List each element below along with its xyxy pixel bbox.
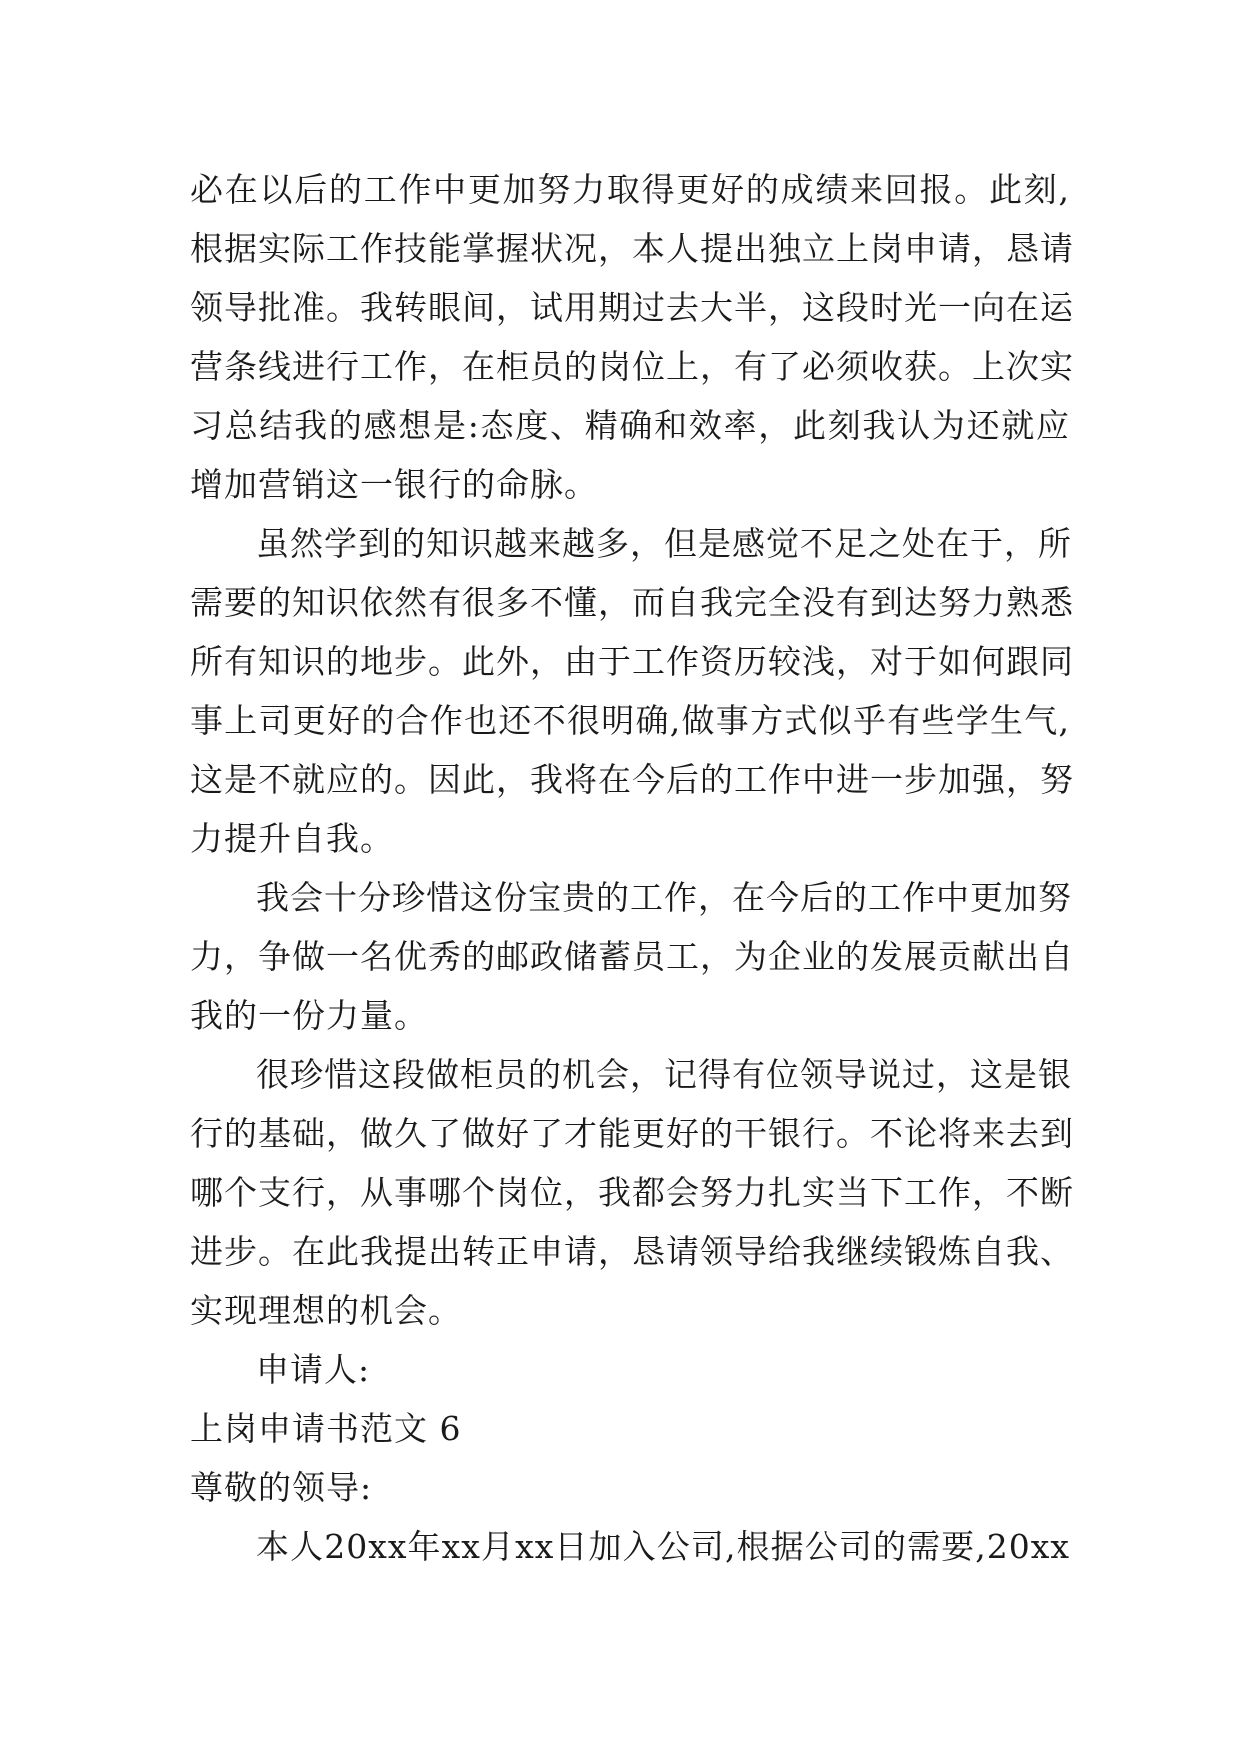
text-line: 增加营销这一银行的命脉。 xyxy=(190,465,598,504)
text-line: 本人20xx年xx月xx日加入公司,根据公司的需要,20xx xyxy=(256,1527,1070,1566)
text-line: 必在以后的工作中更加努力取得更好的成绩来回报。此刻, xyxy=(190,170,1070,209)
text-line: 事上司更好的合作也还不很明确,做事方式似乎有些学生气, xyxy=(190,701,1070,740)
text-line: 很珍惜这段做柜员的机会，记得有位领导说过，这是银 xyxy=(256,1055,1072,1094)
text-line: 我会十分珍惜这份宝贵的工作，在今后的工作中更加努 xyxy=(256,878,1072,917)
text-line: 虽然学到的知识越来越多，但是感觉不足之处在于，所 xyxy=(256,524,1072,563)
text-line: 力提升自我。 xyxy=(190,819,394,858)
text-line: 实现理想的机会。 xyxy=(190,1291,462,1330)
text-line: 进步。在此我提出转正申请，恳请领导给我继续锻炼自我、 xyxy=(190,1232,1074,1271)
text-line: 行的基础，做久了做好了才能更好的干银行。不论将来去到 xyxy=(190,1114,1074,1153)
text-line: 所有知识的地步。此外，由于工作资历较浅，对于如何跟同 xyxy=(190,642,1074,681)
text-line: 需要的知识依然有很多不懂，而自我完全没有到达努力熟悉 xyxy=(190,583,1074,622)
text-line: 申请人: xyxy=(256,1350,371,1389)
text-line: 习总结我的感想是:态度、精确和效率，此刻我认为还就应 xyxy=(190,406,1070,445)
text-line: 领导批准。我转眼间，试用期过去大半，这段时光一向在运 xyxy=(190,288,1074,327)
text-line: 力，争做一名优秀的邮政储蓄员工，为企业的发展贡献出自 xyxy=(190,937,1074,976)
text-line: 这是不就应的。因此，我将在今后的工作中进一步加强，努 xyxy=(190,760,1074,799)
text-line: 我的一份力量。 xyxy=(190,996,428,1035)
text-line: 尊敬的领导: xyxy=(190,1468,373,1507)
text-line: 营条线进行工作，在柜员的岗位上，有了必须收获。上次实 xyxy=(190,347,1074,386)
text-line: 哪个支行，从事哪个岗位，我都会努力扎实当下工作，不断 xyxy=(190,1173,1074,1212)
text-line: 上岗申请书范文 6 xyxy=(190,1409,462,1448)
document-body xyxy=(190,160,1074,1576)
text-line: 根据实际工作技能掌握状况，本人提出独立上岗申请，恳请 xyxy=(190,229,1074,268)
